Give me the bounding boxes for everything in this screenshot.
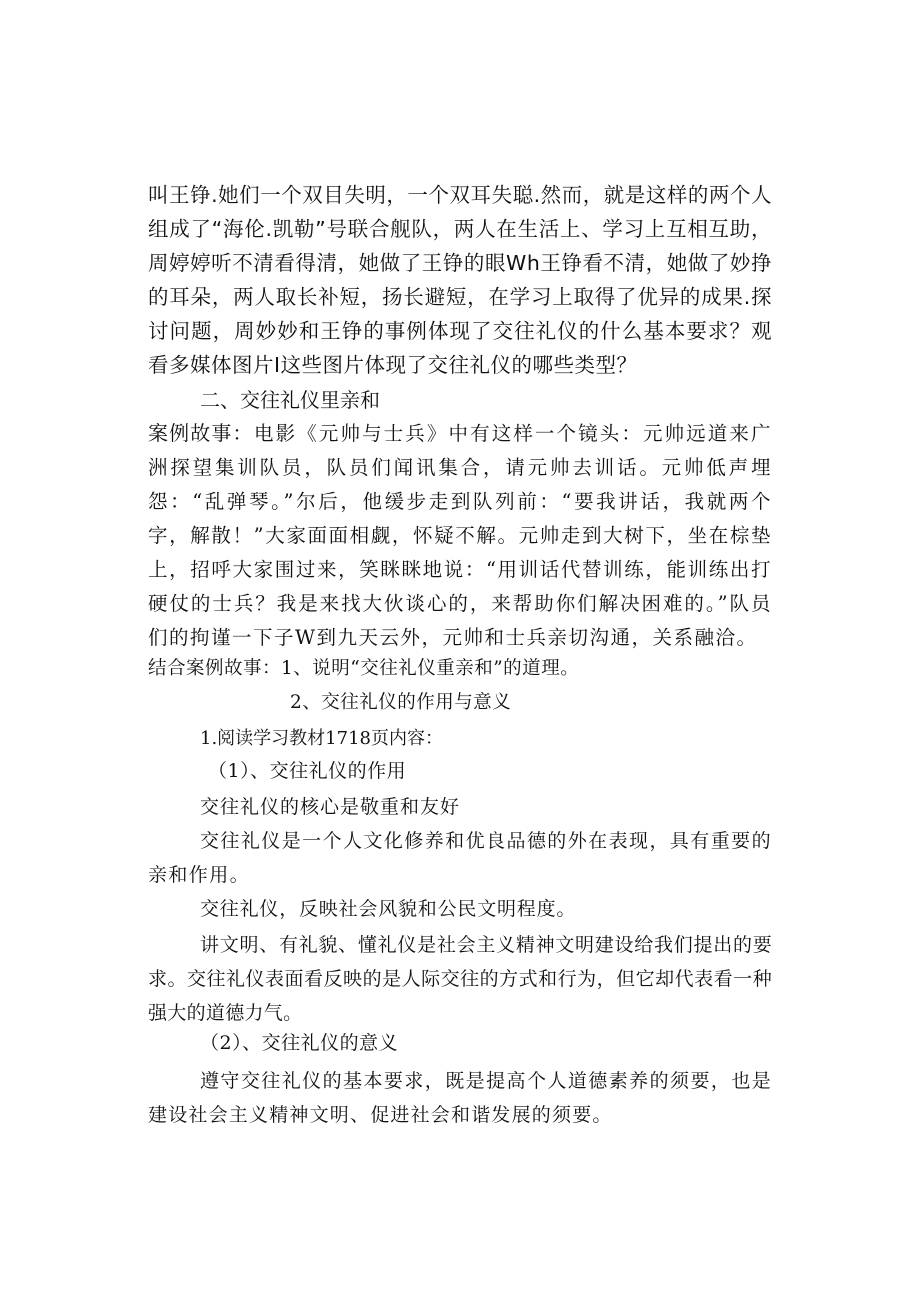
combine-prompt: 结合案例故事：1、说明“交往礼仪重亲和”的道理。 <box>148 658 580 679</box>
meaning-paragraph: 遵守交往礼仪的基本要求，既是提高个人道德素养的须要，也是建设社会主义精神文明、促进社会和谐发展的须要。 <box>148 1070 772 1126</box>
role-meaning-heading: 2、交往礼仪的作用与意义 <box>290 692 512 713</box>
reading-task: 1.阅读学习教材1718页内容： <box>200 728 443 749</box>
case-story-text: ：电影《元帅与士兵》中有这样一个镜头：元帅远道来广洲探望集训队员，队员们闻讯集合，请元帅去训话。元帅低声埋怨：“乱弹琴。”尔后，他缓步走到队列前：“要我讲话，我就两个字，解散！”大家面面相觑，怀疑不解。元帅走到大树下，坐在棕垫上，招呼大家围过来，笑眯眯地说：“用训话代替训练，能训练出打硬仗的士兵？我是来找大伙谈心的，来帮助你们解决困难的。”队员们的拘谨一下子W到九天云外，元帅和士兵亲切沟通，关系融洽。 <box>148 422 772 649</box>
meaning-subheading: （2）、交往礼仪的意义 <box>200 1032 399 1054</box>
society-paragraph: 交往礼仪，反映社会风貌和公民文明程度。 <box>200 898 577 920</box>
intro-paragraph: 叫王铮.她们一个双目失明，一个双耳失聪.然而，就是这样的两个人组成了“海伦.凯勒”号联合舰队，两人在生活上、学习上互相互助，周婷婷听不清看得清，她做了王铮的眼Wh王铮看不清，她做了妙挣的耳朵，两人取长补短，扬长避短，在学习上取得了优异的成果.探讨问题，周妙妙和王铮的事例体现了交往礼仪的什么基本要求？观看多媒体图片I这些图片体现了交往礼仪的哪些类型？ <box>148 183 772 377</box>
civilization-paragraph: 讲文明、有礼貌、懂礼仪是社会主义精神文明建设给我们提出的要求。交往礼仪表面看反映的是人际交往的方式和行为，但它却代表看一种强大的道德力气。 <box>148 934 772 1024</box>
core-statement: 交往礼仪的核心是敬重和友好 <box>200 796 461 818</box>
section-heading-two: 二、交往礼仪里亲和 <box>200 388 380 412</box>
case-story-label: 案例故事 <box>148 421 233 445</box>
culture-paragraph: 交往礼仪是一个人文化修养和优良品德的外在表现，具有重要的亲和作用。 <box>148 830 772 886</box>
function-subheading: （1）、交往礼仪的作用 <box>208 760 407 782</box>
case-story-paragraph <box>148 416 772 655</box>
